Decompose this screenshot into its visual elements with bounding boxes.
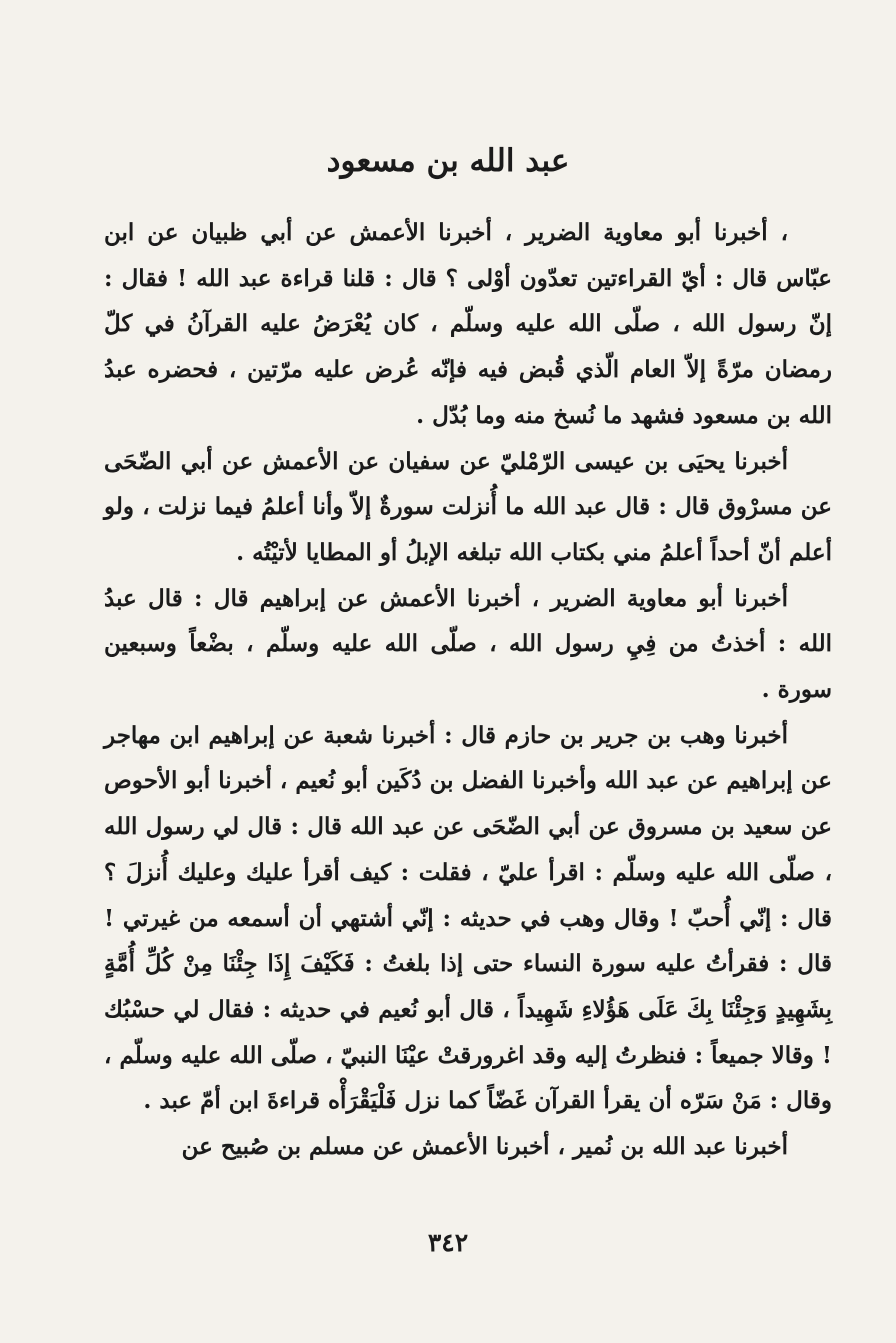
body-text bbox=[104, 210, 832, 1170]
paragraph-1: ، أخبرنا أبو معاوية الضرير ، أخبرنا الأعمش عن أبي ظبيان عن ابن عبّاس قال : أيّ القراءتين تعدّون أوْلى ؟ قال : قلنا قراءة عبد الله ! فقال : إنّ رسول الله ، صلّى الله عليه وسلّم ، كان يُعْرَضُ عليه القرآنُ في كلّ رمضان مرّةً إلاّ العام الّذي قُبض فيه فإنّه عُرض عليه مرّتين ، فحضره عبدُ الله بن مسعود فشهد ما نُسخ منه وما بُدّل . bbox=[104, 219, 832, 429]
paragraph-2: أخبرنا يحيَى بن عيسى الرّمْليّ عن سفيان عن الأعمش عن أبي الضّحَى عن مسرْوق قال : قال عبد الله ما أُنزلت سورةٌ إلاّ وأنا أعلمُ فيما نزلت ، ولو أعلم أنّ أحداً أعلمُ مني بكتاب الله تبلغه الإبلُ أو المطايا لأتيْتُه . bbox=[104, 447, 832, 566]
paragraph-4: أخبرنا وهب بن جرير بن حازم قال : أخبرنا شعبة عن إبراهيم ابن مهاجر عن إبراهيم عن عبد الله وأخبرنا الفضل بن دُكَين أبو نُعيم ، أخبرنا أبو الأحوص عن سعيد بن مسروق عن أبي الضّحَى عن عبد الله قال : قال لي رسول الله ، صلّى الله عليه وسلّم : اقرأ عليّ ، فقلت : كيف أقرأ عليك وعليك أُنزلَ ؟ قال : إنّي أُحبّ ! وقال وهب في حديثه : إنّي أشتهي أن أسمعه من غيرتي ! قال : فقرأتُ عليه سورة النساء حتى إذا بلغتُ : فَكَيْفَ إِذَا جِئْنَا مِنْ كُلِّ أُمَّةٍ بِشَهِيدٍ وَجِئْنَا بِكَ عَلَى هَؤُلاءِ شَهِيداً ، قال أبو نُعيم في حديثه : فقال لي حسْبُك ! وقالا جميعاً : فنظرتُ إليه وقد اغرورقتْ عيْنَا النبيّ ، صلّى الله عليه وسلّم ، وقال : مَنْ سَرّه أن يقرأ القرآن غَضّاً كما نزل فَلْيَقْرَأْه قراءةَ ابن أمّ عبد . bbox=[104, 721, 832, 1115]
paragraph-3: أخبرنا أبو معاوية الضرير ، أخبرنا الأعمش عن إبراهيم قال : قال عبدُ الله : أخذتُ من فِيِ رسول الله ، صلّى الله عليه وسلّم ، بضْعاً وسبعين سورة . bbox=[104, 584, 832, 704]
page-title: عبد الله بن مسعود bbox=[326, 143, 570, 179]
paragraph-5: أخبرنا عبد الله بن نُمير ، أخبرنا الأعمش عن مسلم بن صُبيح عن bbox=[181, 1133, 788, 1161]
page-number: ٣٤٢ bbox=[427, 1228, 469, 1257]
